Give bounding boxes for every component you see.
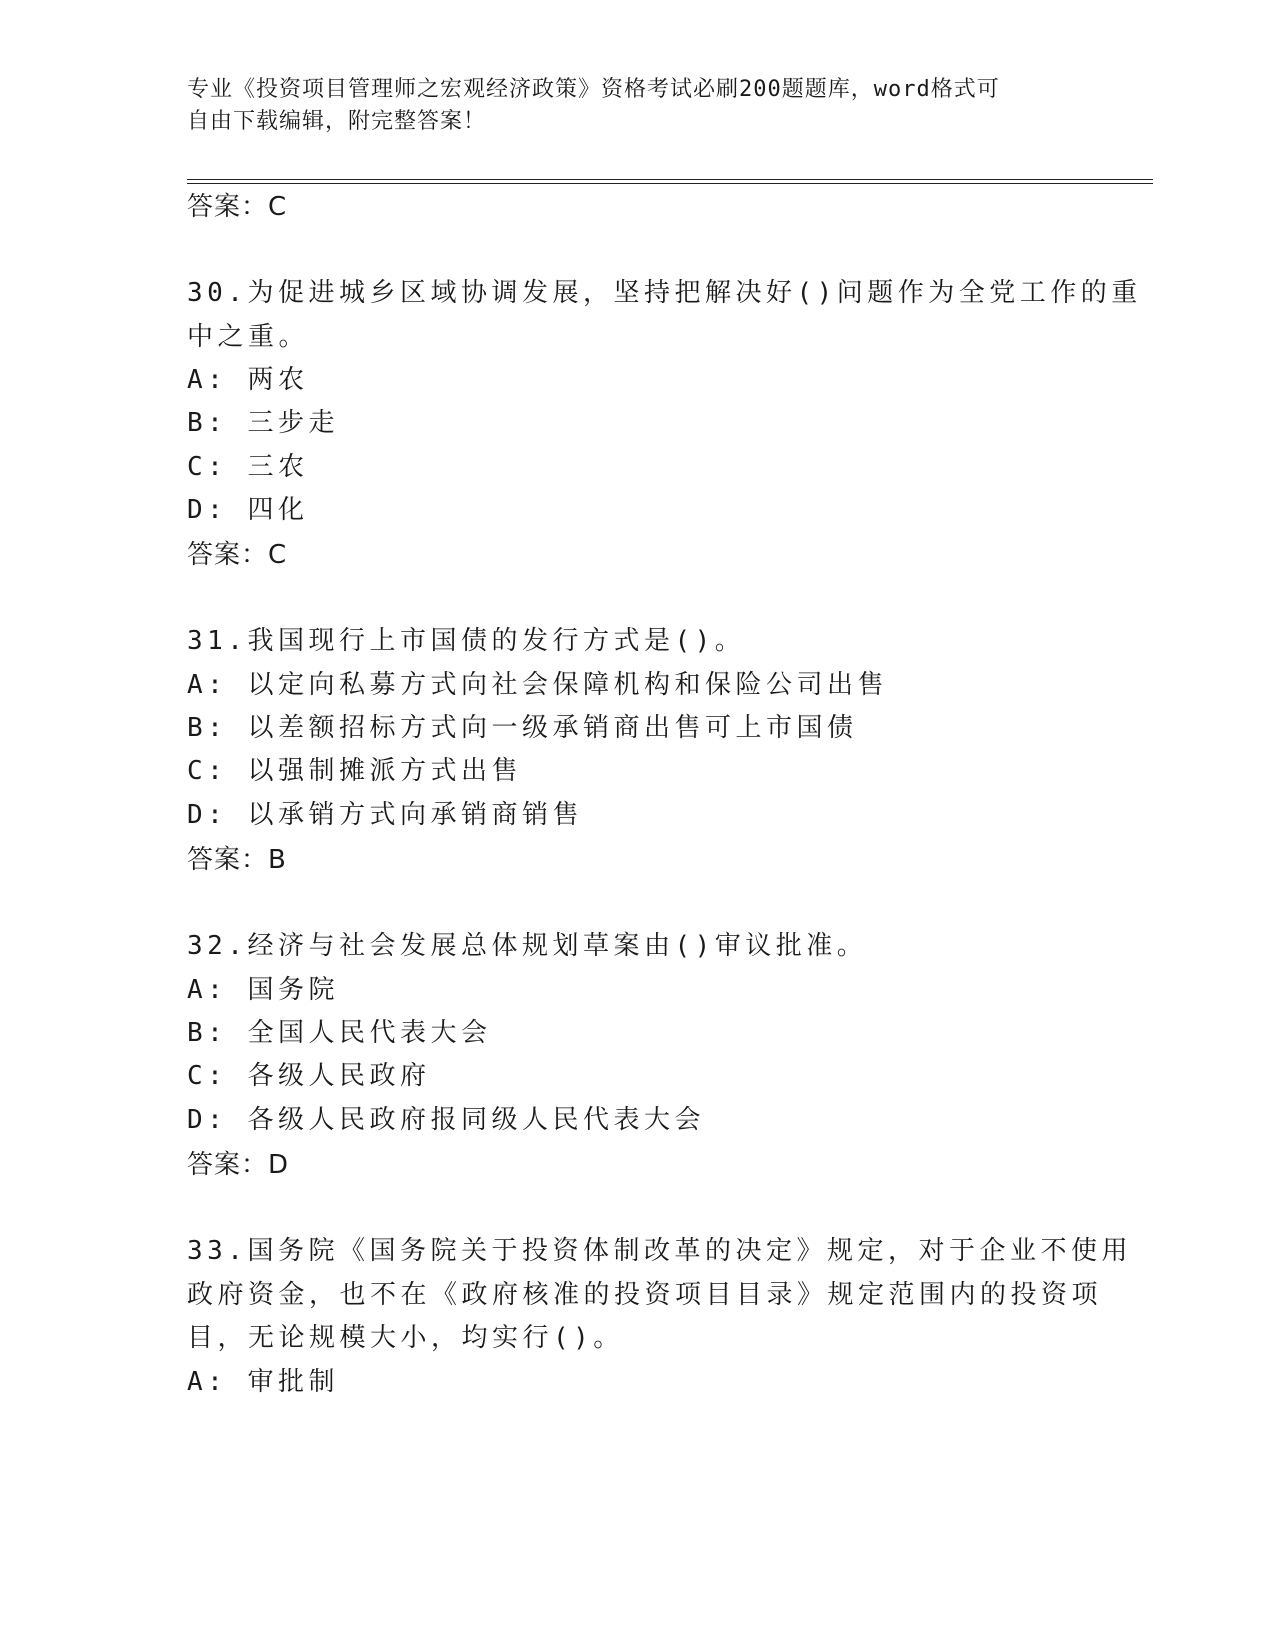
answer-line: 答案：D	[187, 1150, 290, 1180]
option-line: A: 以定向私募方式向社会保障机构和保险公司出售	[187, 670, 888, 700]
header-divider-top	[187, 179, 1153, 180]
header-line-1: 专业《投资项目管理师之宏观经济政策》资格考试必刷200题题库，word格式可	[187, 77, 1000, 102]
option-line: B: 三步走	[187, 408, 339, 438]
option-line: A: 审批制	[187, 1367, 339, 1397]
question-stem-line: 中之重。	[187, 322, 310, 352]
option-line: C: 各级人民政府	[187, 1061, 431, 1091]
document-header	[187, 74, 1067, 138]
option-line: C: 以强制摊派方式出售	[187, 756, 522, 786]
header-divider-bottom	[187, 183, 1153, 184]
question-stem-line: 政府资金，也不在《政府核准的投资项目目录》规定范围内的投资项	[187, 1280, 1103, 1310]
option-line: C: 三农	[187, 452, 309, 482]
option-line: A: 两农	[187, 365, 309, 395]
answer-line: 答案：C	[187, 540, 288, 570]
question-stem-line: 目，无论规模大小，均实行()。	[187, 1323, 624, 1353]
question-stem-line: 30.为促进城乡区域协调发展，坚持把解决好()问题作为全党工作的重	[187, 278, 1142, 308]
option-line: B: 以差额招标方式向一级承销商出售可上市国债	[187, 713, 858, 743]
answer-line: 答案：B	[187, 845, 287, 875]
answer-line: 答案：C	[187, 192, 288, 222]
question-stem-line: 31.我国现行上市国债的发行方式是()。	[187, 626, 746, 656]
question-stem-line: 33.国务院《国务院关于投资体制改革的决定》规定，对于企业不使用	[187, 1236, 1132, 1266]
option-line: D: 以承销方式向承销商销售	[187, 800, 583, 830]
option-line: D: 四化	[187, 495, 309, 525]
option-line: D: 各级人民政府报同级人民代表大会	[187, 1105, 705, 1135]
option-line: A: 国务院	[187, 975, 339, 1005]
question-stem-line: 32.经济与社会发展总体规划草案由()审议批准。	[187, 931, 868, 961]
header-line-2: 自由下载编辑，附完整答案！	[187, 109, 487, 134]
option-line: B: 全国人民代表大会	[187, 1018, 492, 1048]
